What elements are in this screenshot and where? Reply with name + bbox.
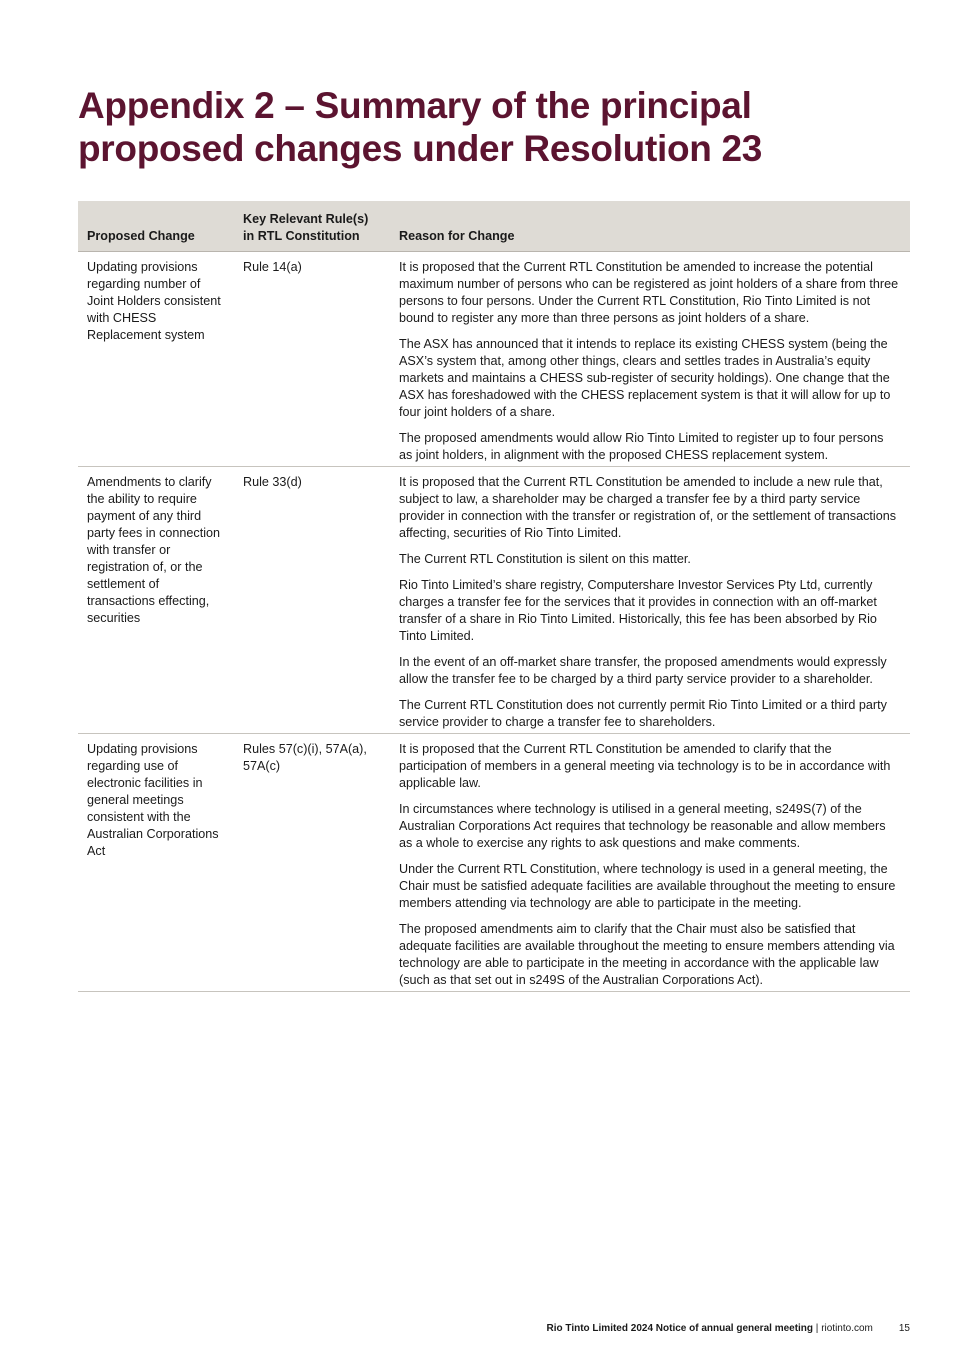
reason-paragraph: The Current RTL Constitution does not currently permit Rio Tinto Limited or a third party service provider to charge a transfer fee to shareholders. (399, 698, 887, 729)
page-title-line-1: Appendix 2 – Summary of the principal (78, 85, 752, 126)
page-footer (400, 1323, 910, 1334)
reason-cell (390, 467, 910, 734)
table-row (78, 734, 910, 992)
page-title-line-2: proposed changes under Resolution 23 (78, 128, 763, 169)
footer-website-link[interactable]: riotinto.com (821, 1323, 873, 1334)
reason-cell (390, 734, 910, 992)
header-key-rules (234, 201, 390, 252)
table-header (78, 201, 910, 252)
table-row (78, 467, 910, 734)
reason-paragraph: It is proposed that the Current RTL Constitution be amended to include a new rule that, subject to law, a shareholder may be charged a transfer fee by a third party service provider in connection with the transfer or registration of, or the settlement of transactions affecting, securities of Rio Tinto Limited. (399, 475, 897, 540)
reason-paragraph: The proposed amendments would allow Rio Tinto Limited to register up to four persons as joint holders, in alignment with the proposed CHESS replacement system. (399, 431, 884, 462)
proposed-change-cell: Amendments to clarify the ability to require payment of any third party fees in connection with transfer or registration of, or the settlement of transactions effecting, securities (78, 467, 234, 734)
proposed-change-cell: Updating provisions regarding use of electronic facilities in general meetings consistent with the Australian Corporations Act (78, 734, 234, 992)
reason-paragraph: The proposed amendments aim to clarify that the Chair must also be satisfied that adequate facilities are available throughout the meeting to ensure members attending via technology are able to participate in the meeting in accordance with the applicable law (such as that set out in s249S of the Australian Corporations Act). (399, 922, 895, 987)
reason-paragraph: Under the Current RTL Constitution, where technology is used in a general meeting, the Chair must be satisfied adequate facilities are available throughout the meeting to ensure members attending via technology are able to participate in the meeting. (399, 862, 896, 910)
page-title (78, 84, 898, 170)
reason-paragraph: Rio Tinto Limited’s share registry, Computershare Investor Services Pty Ltd, currently charges a transfer fee for the services that it provides in connection with an off-market transfer of a share in Rio Tinto Limited. Historically, this fee has been absorbed by Rio Tinto Limited. (399, 578, 877, 643)
changes-table (78, 201, 910, 992)
table-row (78, 252, 910, 467)
reason-paragraph: In the event of an off-market share transfer, the proposed amendments would expressly allow the transfer fee to be charged by a third party service provider to a shareholder. (399, 655, 887, 686)
header-key-rules-line-1: Key Relevant Rule(s) (243, 212, 369, 226)
footer-separator: | (813, 1323, 822, 1334)
reason-cell (390, 252, 910, 467)
page-number: 15 (898, 1323, 910, 1334)
header-proposed-change: Proposed Change (78, 201, 234, 252)
reason-paragraph: It is proposed that the Current RTL Constitution be amended to clarify that the participation of members in a general meeting via technology is to be in accordance with applicable law. (399, 742, 891, 790)
reason-paragraph: In circumstances where technology is utilised in a general meeting, s249S(7) of the Australian Corporations Act requires that technology be reasonable and allow members as a whole to exercise any rights to ask questions and make comments. (399, 802, 886, 850)
proposed-change-cell: Updating provisions regarding number of Joint Holders consistent with CHESS Replacement system (78, 252, 234, 467)
reason-paragraph: It is proposed that the Current RTL Constitution be amended to increase the potential maximum number of persons who can be registered as joint holders of a share from three persons to four persons. Under the Current RTL Constitution, Rio Tinto Limited is not bound to register any more than three persons as joint holders of a share. (399, 260, 899, 325)
rules-cell: Rule 33(d) (234, 467, 390, 734)
rules-cell: Rule 14(a) (234, 252, 390, 467)
header-reason: Reason for Change (390, 201, 910, 252)
reason-paragraph: The ASX has announced that it intends to replace its existing CHESS system (being the ASX’s system that, among other things, clears and settles trades in Australia’s equity markets and maintains a CHESS sub-register of security holdings). One change that the ASX has foreshadowed with the CHESS replacement system is that it will allow for up to four joint holders of a share. (399, 337, 891, 419)
footer-document-title: Rio Tinto Limited 2024 Notice of annual general meeting (546, 1323, 814, 1334)
rules-cell: Rules 57(c)(i), 57A(a), 57A(c) (234, 734, 390, 992)
reason-paragraph: The Current RTL Constitution is silent on this matter. (399, 552, 691, 566)
header-key-rules-line-2: in RTL Constitution (243, 229, 360, 243)
